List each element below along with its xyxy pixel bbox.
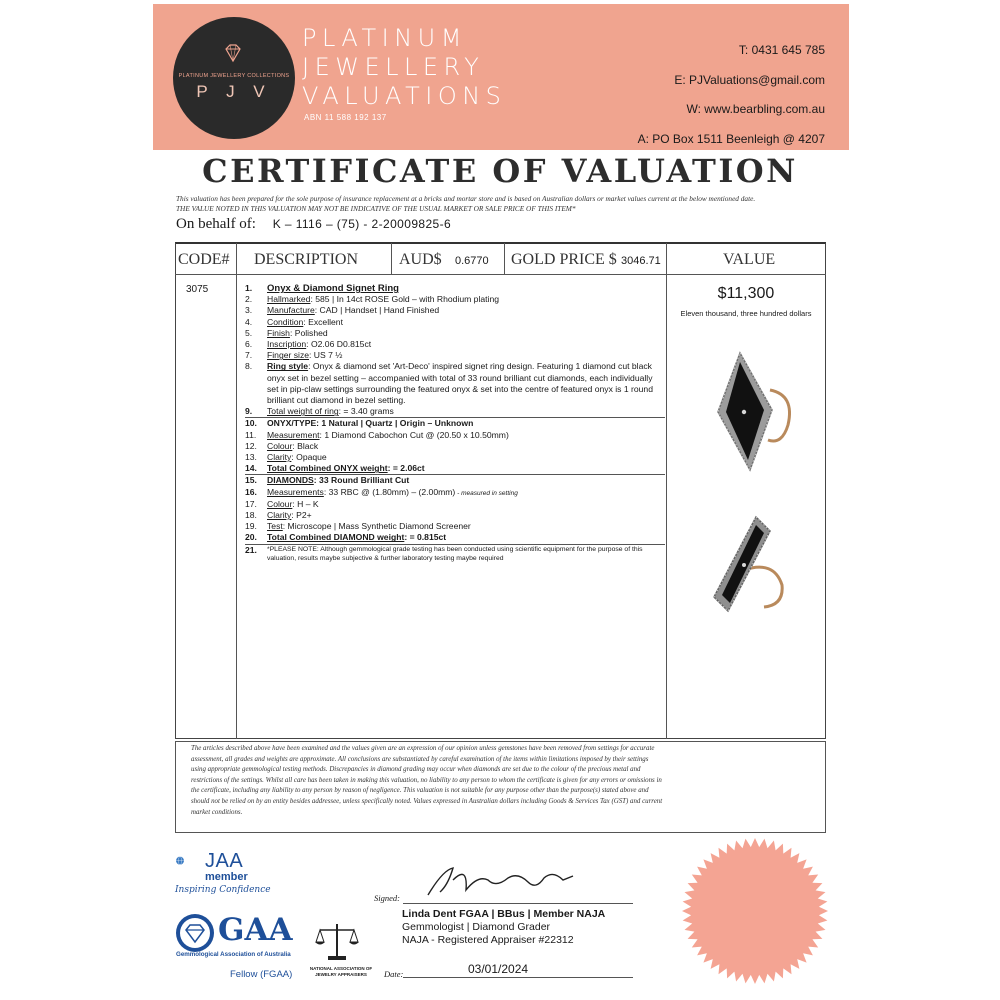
item-value: : = 3.40 grams xyxy=(338,406,394,417)
item-key: Colour xyxy=(267,440,293,451)
list-item xyxy=(245,545,665,564)
item-value: : O2.06 D0.815ct xyxy=(306,339,372,350)
item-value: : Black xyxy=(292,440,319,451)
item-number: 5. xyxy=(245,327,253,338)
item-key: Manufacture xyxy=(267,305,315,316)
gaa-diamond-icon xyxy=(174,912,216,954)
date-line xyxy=(403,977,633,978)
list-item xyxy=(245,361,665,406)
item-value: : H – K xyxy=(292,498,319,509)
description-header-divider xyxy=(391,243,392,274)
item-key: Finger size xyxy=(267,350,310,361)
list-item xyxy=(245,339,665,350)
list-item xyxy=(245,441,665,452)
logo-initials: P J V xyxy=(196,82,272,101)
item-title: Onyx & Diamond Signet Ring xyxy=(267,283,399,294)
list-item xyxy=(245,499,665,510)
disclaimer-line-1: This valuation has been prepared for the sole purpose of insurance replacement at a bricks and mortar store and is based on Australian dollars or market values current at the below mentioned date. xyxy=(176,194,756,203)
list-item xyxy=(245,475,665,486)
item-number: 1. xyxy=(245,283,253,293)
list-item xyxy=(245,328,665,339)
item-number: 14. xyxy=(245,463,257,474)
item-number: 21. xyxy=(245,544,257,555)
jaa-logo-text: JAA xyxy=(205,850,244,872)
brand-line-1: PLATINUM xyxy=(302,24,467,52)
aud-rate: 0.6770 xyxy=(455,255,489,267)
certificate-title: CERTIFICATE OF VALUATION xyxy=(202,152,798,190)
item-key: Test xyxy=(267,521,283,532)
item-value: : Microscope | Mass Synthetic Diamond Screener xyxy=(282,521,471,532)
website-url: W: www.bearbling.com.au xyxy=(686,102,825,116)
item-number: 4. xyxy=(245,316,253,327)
item-key: DIAMONDS xyxy=(267,475,314,486)
code-header: CODE# xyxy=(178,251,230,268)
ring-photo-side xyxy=(704,515,789,615)
ring-photo-front xyxy=(700,350,810,475)
gaa-full-name: Gemmological Association of Australia xyxy=(176,951,291,958)
item-value: : P2+ xyxy=(291,510,312,521)
brand-line-3: VALUATIONS xyxy=(302,82,507,110)
item-number: 2. xyxy=(245,294,253,305)
valuation-amount: $11,300 xyxy=(717,285,775,302)
item-number: 16. xyxy=(245,486,257,497)
item-key: Measurements xyxy=(267,486,324,497)
jaa-member-text: member xyxy=(205,871,248,883)
item-value: : 585 | In 14ct ROSE Gold – with Rhodium plating xyxy=(310,294,499,305)
description-header: DESCRIPTION xyxy=(254,251,359,268)
company-logo xyxy=(173,17,295,139)
item-number: 12. xyxy=(245,440,257,451)
valuation-disclaimer xyxy=(176,194,836,214)
list-item xyxy=(245,305,665,316)
contact-details xyxy=(638,36,825,154)
item-number: 19. xyxy=(245,521,257,532)
phone-number: T: 0431 645 785 xyxy=(738,43,825,57)
valuation-amount-words: Eleven thousand, three hundred dollars xyxy=(680,309,812,318)
item-key: Finish xyxy=(267,327,290,338)
item-key: Clarity xyxy=(267,510,292,521)
list-item xyxy=(245,406,665,418)
item-code: 3075 xyxy=(186,284,209,295)
item-value: : Onyx & diamond set 'Art-Deco' inspired signet ring design. Featuring 1 diamond cut black onyx set in bezel setting – accompanied with total of 33 round brilliant cut diamonds, each individually set in pip-claw settings surrounding the featured onyx & set into the centre of featured onyx is 1 round brilliant cut diamond in bezel setting. xyxy=(267,361,653,406)
item-key: Total weight of ring xyxy=(267,406,339,417)
item-key: Total Combined DIAMOND weight xyxy=(267,532,405,543)
item-number: 20. xyxy=(245,532,257,543)
certificate-date: 03/01/2024 xyxy=(468,962,529,976)
list-item xyxy=(245,532,665,544)
item-number: 13. xyxy=(245,452,257,463)
item-number: 8. xyxy=(245,361,253,372)
gaa-fellow: Fellow (FGAA) xyxy=(230,969,293,980)
item-key: Inscription xyxy=(267,339,307,350)
behalf-label: On behalf of: xyxy=(176,216,256,232)
logo-small-text: PLATINUM JEWELLERY COLLECTIONS xyxy=(178,73,290,79)
item-number: 6. xyxy=(245,339,253,350)
item-number: 18. xyxy=(245,510,257,521)
signer-title: Gemmologist | Diamond Grader xyxy=(402,921,551,933)
terms-text: The articles described above have been examined and the values given are an expression of our opinion unless gemstones have been removed from settings for accurate assessment, all grades and weights are approximate. All conclusions are substantiated by careful examination of the items within limitations imposed by their settings using appropriate gemmological testing methods. Discrepancies in diamond grading may occur when diamonds are set due to the colour of the precious metal and restrictions of the settings. Whilst all care has been taken in making this valuation, no liability to any person to whom the certificate is given for any errors or omissions in the certificate, including any liability to any person by reason of negligence. This valuation is not suitable for any purpose other than the purpose(s) stated above and should not be relied on by an entity besides addressee, unless specifically noted. Values expressed in Australian dollars including Goods & Services Tax (GST) and current market conditions. xyxy=(191,745,663,816)
item-title: ONYX/TYPE: 1 Natural | Quartz | Origin – Unknown xyxy=(267,418,474,429)
aud-header-divider xyxy=(504,243,505,274)
letterhead-banner xyxy=(153,4,849,150)
abn-number: ABN 11 588 192 137 xyxy=(304,113,387,122)
item-number: 3. xyxy=(245,305,253,316)
item-key: Colour xyxy=(267,498,293,509)
signed-label: Signed: xyxy=(374,893,400,903)
gaa-logo-text: GAA xyxy=(218,912,293,948)
jaa-globe-icon xyxy=(175,849,205,879)
item-number: 11. xyxy=(245,429,257,440)
signer-name: Linda Dent FGAA | BBus | Member NAJA xyxy=(402,908,606,920)
brand-line-2: JEWELLERY xyxy=(302,53,485,81)
item-note: *PLEASE NOTE: Although gemmological grade testing has been conducted using scientific equipment for the purpose of this valuation, results maybe subjective & further laboratory testing maybe required xyxy=(267,545,643,563)
diamond-icon xyxy=(222,42,244,64)
item-note: - measured in setting xyxy=(455,489,518,497)
list-item xyxy=(245,452,665,463)
item-value: : 1 Diamond Cabochon Cut @ (20.50 x 10.50mm) xyxy=(319,429,509,440)
aud-header: AUD$ xyxy=(399,251,442,268)
item-value: : = 2.06ct xyxy=(387,463,425,474)
item-key: Measurement xyxy=(267,429,320,440)
header-divider xyxy=(175,274,826,275)
signer-registration: NAJA - Registered Appraiser #22312 xyxy=(402,934,574,946)
item-key: Ring style xyxy=(267,361,309,372)
list-item xyxy=(245,350,665,361)
list-item xyxy=(245,294,665,305)
item-number: 9. xyxy=(245,406,253,417)
list-item xyxy=(245,510,665,521)
naja-name: NATIONAL ASSOCIATION OF JEWELRY APPRAISERS xyxy=(309,966,373,977)
list-item xyxy=(245,463,665,475)
item-description-list xyxy=(245,283,665,564)
item-value: : Polished xyxy=(289,327,328,338)
list-item xyxy=(245,487,665,499)
date-label: Date: xyxy=(384,969,404,979)
list-item xyxy=(245,283,665,294)
list-item xyxy=(245,430,665,441)
signature-line xyxy=(403,903,633,904)
postal-address: A: PO Box 1511 Beenleigh @ 4207 xyxy=(637,131,825,146)
jaa-tagline: Inspiring Confidence xyxy=(175,885,271,895)
certificate-seal xyxy=(681,837,829,985)
item-value: : Excellent xyxy=(303,316,343,327)
company-name xyxy=(302,24,506,111)
item-key: Total Combined ONYX weight xyxy=(267,463,388,474)
item-key: Clarity xyxy=(267,452,292,463)
item-value: : 33 RBC @ (1.80mm) – (2.00mm) xyxy=(323,486,456,497)
item-number: 10. xyxy=(245,418,257,429)
handwritten-signature xyxy=(418,860,578,902)
list-item xyxy=(245,418,665,429)
item-value: : = 0.815ct xyxy=(404,532,447,543)
list-item xyxy=(245,521,665,532)
email-address: E: PJValuations@gmail.com xyxy=(674,72,825,87)
value-header: VALUE xyxy=(723,251,776,268)
behalf-value: K – 1116 – (75) - 2-20009825-6 xyxy=(272,217,452,231)
item-number: 17. xyxy=(245,498,257,509)
code-column-divider xyxy=(236,243,237,739)
item-key: Hallmarked xyxy=(267,294,311,305)
item-number: 15. xyxy=(245,475,257,486)
scales-of-justice-icon xyxy=(312,920,362,962)
item-value: : Opaque xyxy=(291,452,327,463)
item-value: : CAD | Handset | Hand Finished xyxy=(314,305,440,316)
on-behalf-of xyxy=(176,216,451,233)
disclaimer-line-2: THE VALUE NOTED IN THIS VALUATION MAY NOT BE INDICATIVE OF THE USUAL MARKET OR SALE PRICE OF THIS ITEM* xyxy=(176,204,576,213)
item-number: 7. xyxy=(245,350,253,361)
gold-price-header: GOLD PRICE $ xyxy=(511,251,617,268)
item-value: : US 7 ½ xyxy=(309,350,343,361)
item-value: : 33 Round Brilliant Cut xyxy=(313,475,410,486)
list-item xyxy=(245,317,665,328)
item-key: Condition xyxy=(267,316,304,327)
gold-price-value: 3046.71 xyxy=(621,255,661,267)
